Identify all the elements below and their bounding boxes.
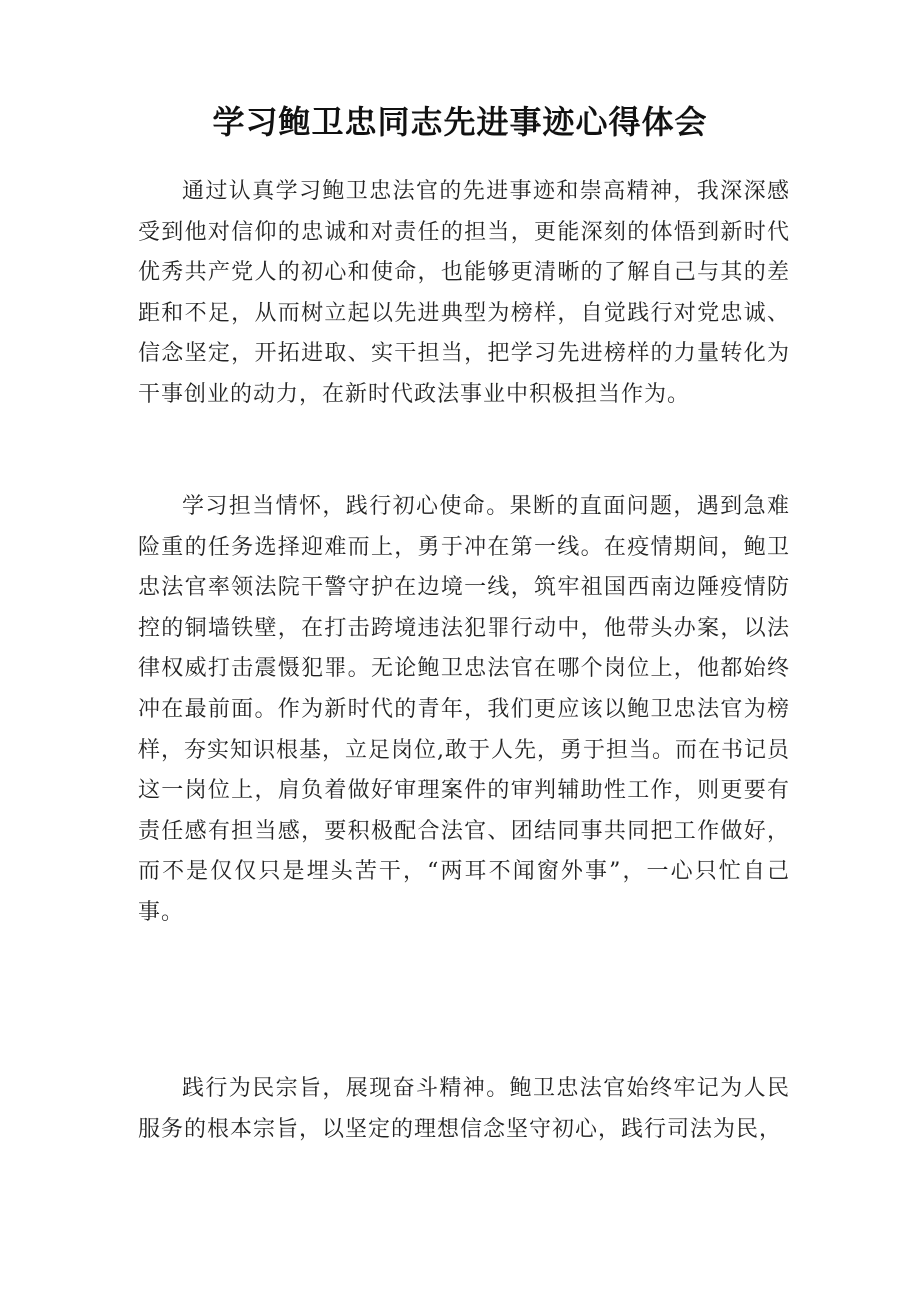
paragraph-2: 学习担当情怀，践行初心使命。果断的直面问题，遇到急难险重的任务选择迎难而上，勇于冲在第一线。在疫情期间，鲍卫忠法官率领法院干警守护在边境一线，筑牢祖国西南边陲疫情防控的铜墙铁壁，在打击跨境违法犯罪行动中，他带头办案，以法律权威打击震慑犯罪。无论鲍卫忠法官在哪个岗位上，他都始终冲在最前面。作为新时代的青年，我们更应该以鲍卫忠法官为榜样，夯实知识根基，立足岗位,敢于人先，勇于担当。而在书记员这一岗位上，肩负着做好审理案件的审判辅助性工作，则更要有责任感有担当感，要积极配合法官、团结同事共同把工作做好，而不是仅仅只是埋头苦干，“两耳不闻窗外事”，一心只忙自己事。 xyxy=(138,494,790,925)
paragraph-3: 践行为民宗旨，展现奋斗精神。鲍卫忠法官始终牢记为人民服务的根本宗旨，以坚定的理想信念坚守初心，践行司法为民， xyxy=(138,1076,790,1142)
document-title: 学习鲍卫忠同志先进事迹心得体会 xyxy=(212,103,708,141)
paragraph-1: 通过认真学习鲍卫忠法官的先进事迹和崇高精神，我深深感受到他对信仰的忠诚和对责任的担当，更能深刻的体悟到新时代优秀共产党人的初心和使命，也能够更清晰的了解自己与其的差距和不足，从而树立起以先进典型为榜样，自觉践行对党忠诚、信念坚定，开拓进取、实干担当，把学习先进榜样的力量转化为干事创业的动力，在新时代政法事业中积极担当作为。 xyxy=(138,179,790,407)
